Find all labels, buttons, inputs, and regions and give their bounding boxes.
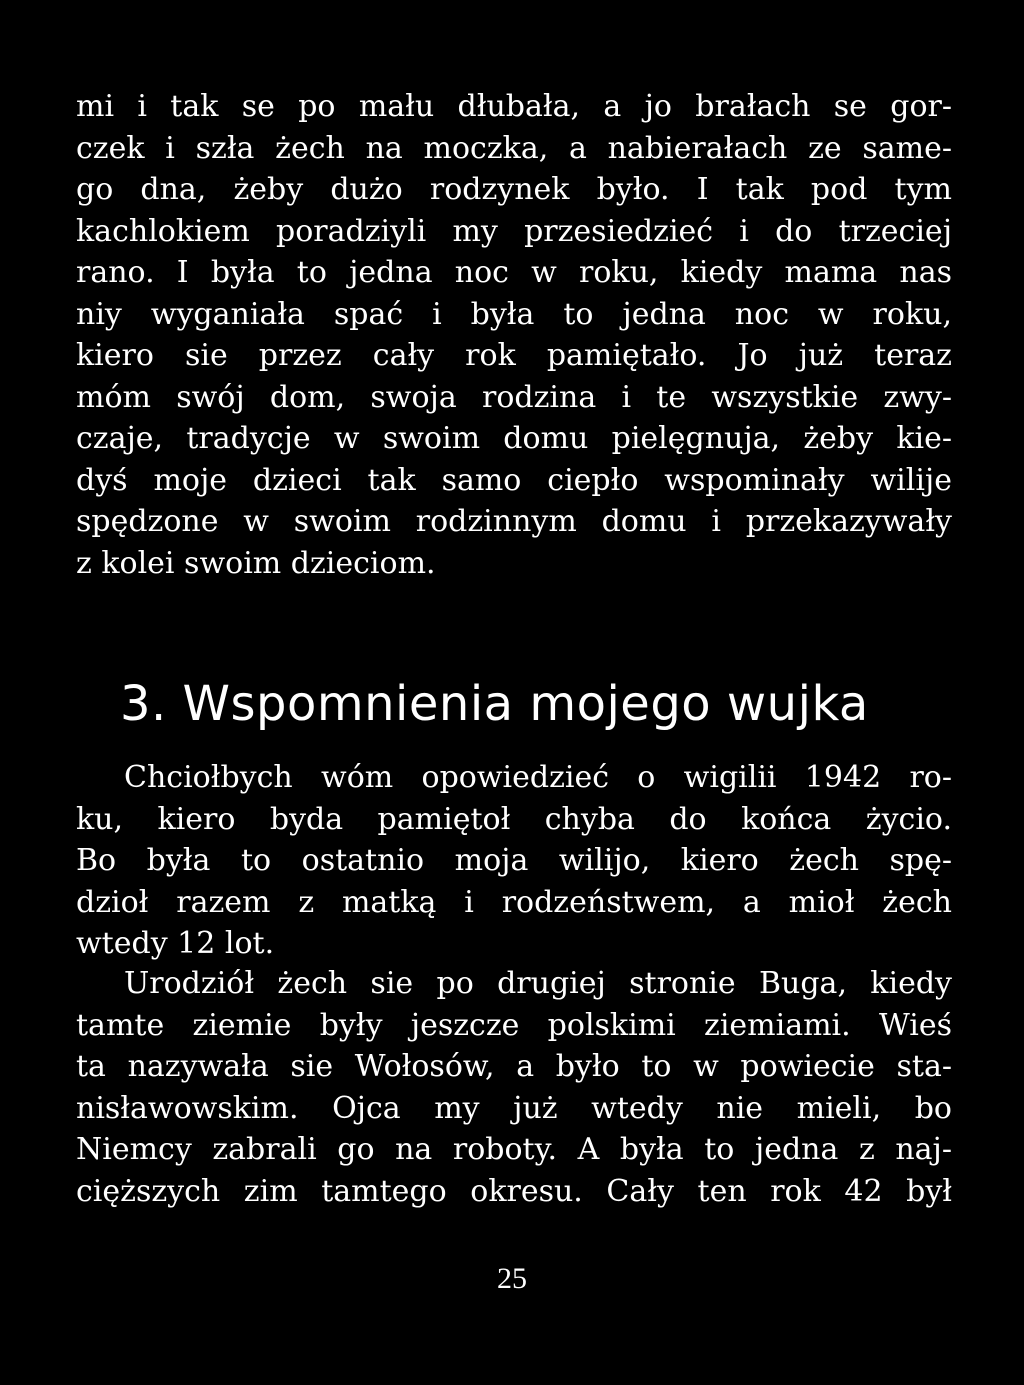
text-line: kachlokiem poradziyli my przesiedzieć i do trzeciej [76, 213, 952, 249]
paragraph-1 [76, 86, 952, 584]
text-line: czaje, tradycje w swoim domu pielęgnuja, żeby kie- [76, 421, 952, 456]
text-line: go dna, żeby dużo rodzynek było. I tak pod tym [76, 172, 952, 207]
text-line: wtedy 12 lot. [76, 926, 275, 961]
text-line: niy wyganiała spać i była to jedna noc w roku, [76, 296, 952, 332]
text-line: tamte ziemie były jeszcze polskimi ziemiami. Wieś [76, 1007, 952, 1043]
text-line: spędzone w swoim rodzinnym domu i przekazywały [76, 504, 952, 539]
text-line: kiero sie przez cały rok pamiętało. Jo już teraz [76, 338, 952, 373]
text-line: czek i szła żech na moczka, a nabierałach ze same- [76, 130, 952, 166]
text-line: rano. I była to jedna noc w roku, kiedy mama nas [76, 255, 952, 290]
text-line: mi i tak se po mału dłubała, a jo brałach se gor- [76, 89, 952, 124]
text-line: z kolei swoim dzieciom. [76, 545, 436, 581]
text-line: ta nazywała sie Wołosów, a było to w powiecie sta- [76, 1049, 952, 1084]
text-line: móm swój dom, swoja rodzina i te wszystkie zwy- [76, 379, 952, 415]
text-line: nisławowskim. Ojca my już wtedy nie mieli, bo [76, 1090, 952, 1126]
text-line: Urodziół żech sie po drugiej stronie Buga, kiedy [124, 966, 952, 1001]
text-line: dzioł razem z matką i rodzeństwem, a mioł żech [76, 884, 952, 920]
section-heading: 3. Wspomnienia mojego wujka [120, 676, 869, 732]
text-line: Bo była to ostatnio moja wilijo, kiero żech spę- [76, 843, 952, 878]
paragraph-2 [76, 757, 952, 965]
page-number: 25 [497, 1262, 527, 1295]
paragraph-3 [76, 963, 952, 1212]
text-line: Chciołbych wóm opowiedzieć o wigilii 1942 ro- [124, 760, 952, 795]
text-line: Niemcy zabrali go na roboty. A była to jedna z naj- [76, 1132, 952, 1167]
text-line: dyś moje dzieci tak samo ciepło wspominały wilije [76, 462, 952, 498]
text-line: ku, kiero byda pamiętoł chyba do końca życio. [76, 801, 952, 837]
text-line: cięższych zim tamtego okresu. Cały ten rok 42 był [76, 1173, 952, 1209]
